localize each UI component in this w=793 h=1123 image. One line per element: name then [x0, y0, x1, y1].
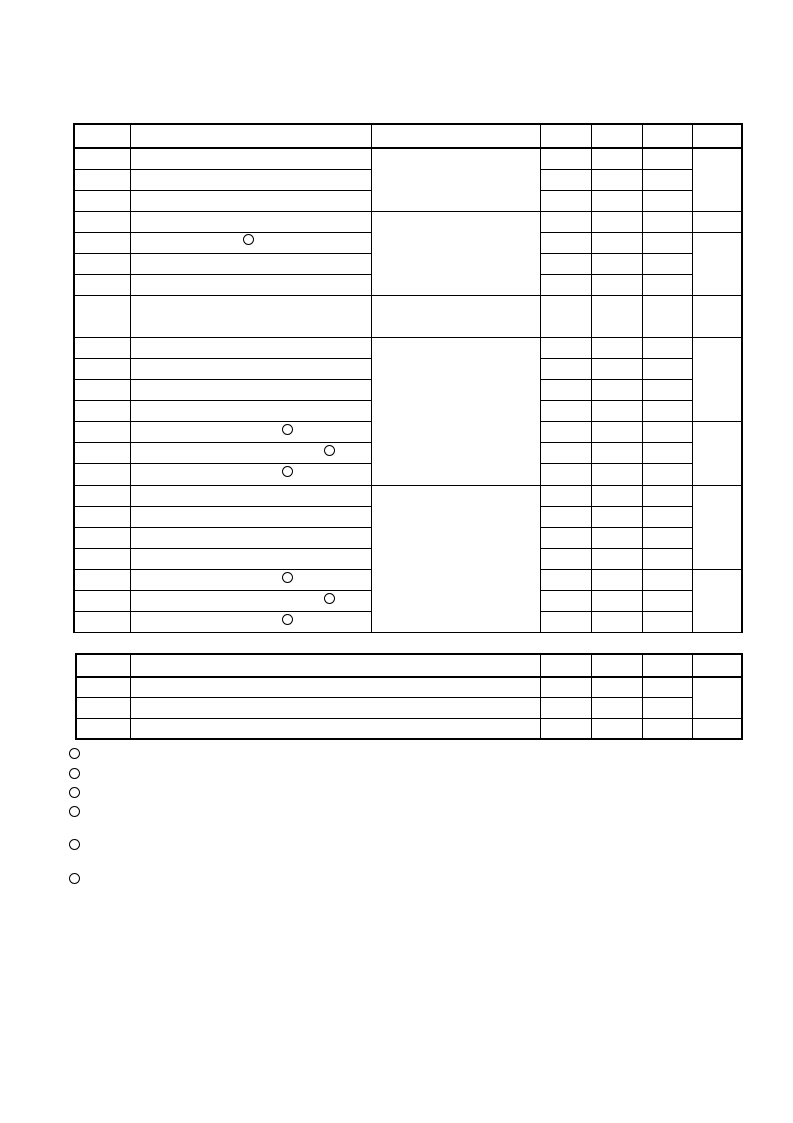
note-marker-icon — [69, 748, 80, 759]
note-marker-icon — [69, 839, 80, 850]
note-marker-icon — [69, 873, 80, 884]
note-marker-icon — [69, 806, 80, 817]
note-marker-icon — [69, 768, 80, 779]
note-marker-icon — [69, 787, 80, 798]
